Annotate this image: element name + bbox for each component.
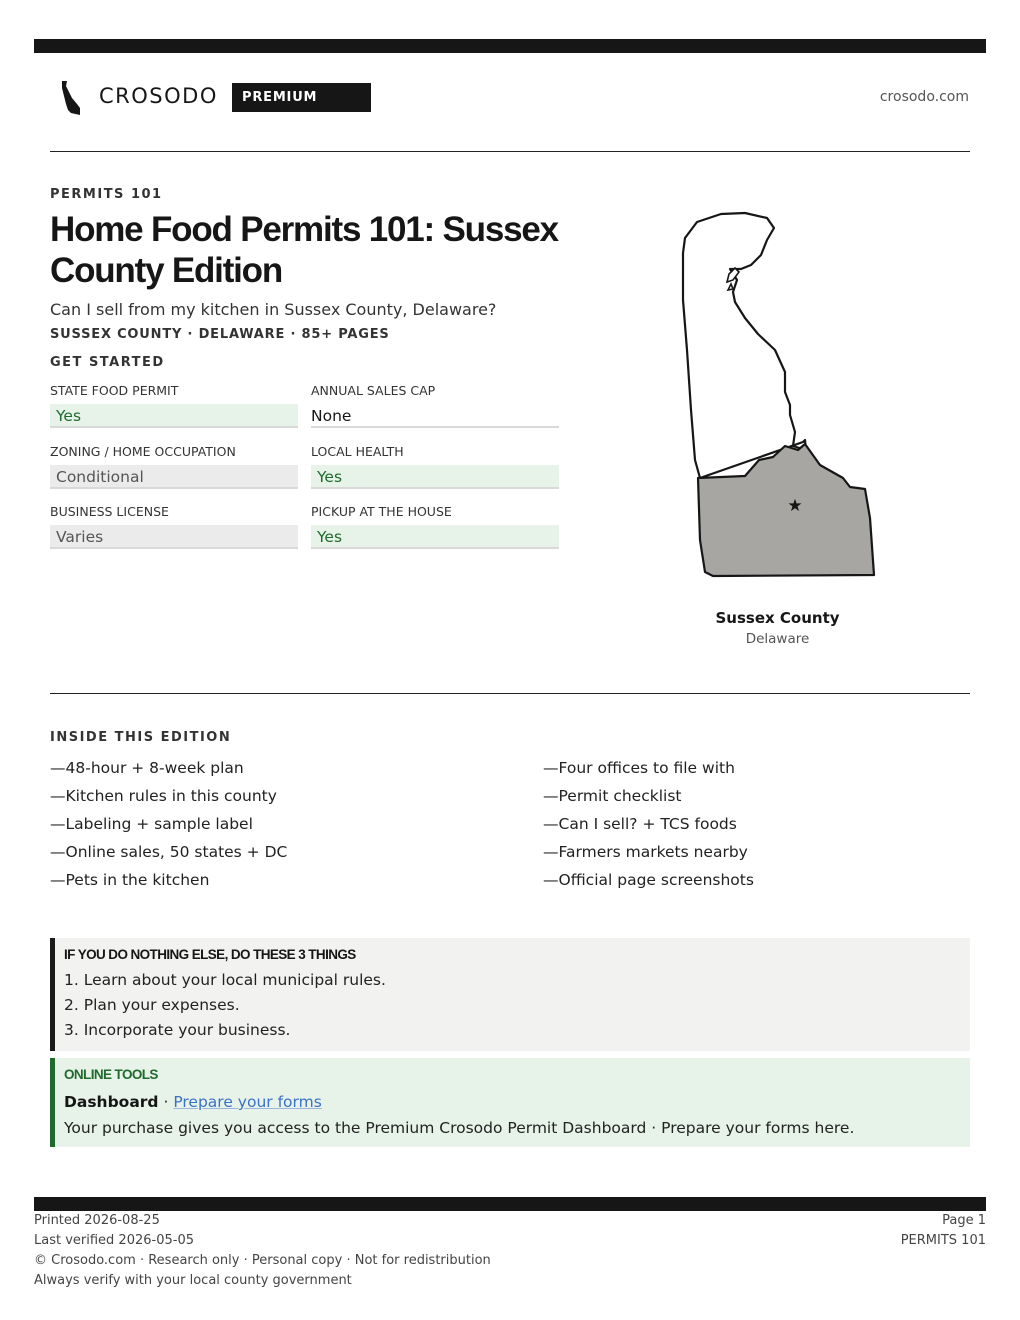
toc-left-column bbox=[50, 758, 470, 898]
three-things-callout bbox=[50, 938, 970, 1051]
callout-step: 2. Plan your expenses. bbox=[64, 996, 240, 1014]
bottom-bar bbox=[34, 1197, 986, 1211]
separator: · bbox=[158, 1093, 174, 1111]
fact-state-food-permit bbox=[50, 382, 298, 428]
list-item: —Can I sell? + TCS foods bbox=[543, 815, 737, 833]
fact-local-health bbox=[311, 443, 559, 489]
list-item: —Kitchen rules in this county bbox=[50, 787, 277, 805]
fact-pickup bbox=[311, 503, 559, 549]
fact-value: Conditional bbox=[50, 465, 298, 489]
fact-label: PICKUP AT THE HOUSE bbox=[311, 504, 452, 519]
tools-title: ONLINE TOOLS bbox=[64, 1067, 158, 1082]
footer-left bbox=[34, 1213, 491, 1293]
fact-label: STATE FOOD PERMIT bbox=[50, 383, 179, 398]
list-item: —Permit checklist bbox=[543, 787, 682, 805]
section-divider bbox=[50, 693, 970, 694]
list-item: —Online sales, 50 states + DC bbox=[50, 843, 288, 861]
fact-value: Yes bbox=[311, 525, 559, 549]
top-bar bbox=[34, 39, 986, 53]
fact-value: Varies bbox=[50, 525, 298, 549]
header-divider bbox=[50, 151, 970, 152]
page-meta: SUSSEX COUNTY · DELAWARE · 85+ PAGES bbox=[50, 327, 390, 342]
toc-right-column bbox=[543, 758, 963, 898]
state-outline bbox=[683, 213, 806, 478]
fact-label: ZONING / HOME OCCUPATION bbox=[50, 444, 236, 459]
callout-title: IF YOU DO NOTHING ELSE, DO THESE 3 THINGS bbox=[64, 947, 356, 962]
fact-label: BUSINESS LICENSE bbox=[50, 504, 169, 519]
dashboard-label: Dashboard bbox=[64, 1093, 159, 1111]
fact-annual-sales-cap bbox=[311, 382, 559, 428]
list-item: —Farmers markets nearby bbox=[543, 843, 748, 861]
callout-step: 1. Learn about your local municipal rules. bbox=[64, 971, 386, 989]
tools-description: Your purchase gives you access to the Premium Crosodo Permit Dashboard · Prepare your forms here. bbox=[64, 1119, 855, 1137]
state-map bbox=[675, 210, 880, 585]
disclaimer: Always verify with your local county government bbox=[34, 1273, 352, 1288]
fact-value: None bbox=[311, 404, 559, 428]
map-state-name: Delaware bbox=[745, 631, 810, 647]
list-item: —Four offices to file with bbox=[543, 759, 735, 777]
section-eyebrow: PERMITS 101 bbox=[50, 187, 163, 202]
map-county-name: Sussex County bbox=[715, 609, 840, 627]
tools-dashboard-line bbox=[64, 1089, 970, 1115]
delaware-state-icon bbox=[58, 80, 82, 116]
inside-edition-heading: INSIDE THIS EDITION bbox=[50, 730, 232, 745]
fact-zoning bbox=[50, 443, 298, 489]
fact-business-license bbox=[50, 503, 298, 549]
star-icon: ★ bbox=[787, 496, 803, 516]
fact-value: Yes bbox=[311, 465, 559, 489]
footer-section: PERMITS 101 bbox=[900, 1233, 986, 1248]
site-url[interactable]: crosodo.com bbox=[879, 89, 969, 105]
page-number: Page 1 bbox=[942, 1213, 986, 1228]
verified-date: Last verified 2026-05-05 bbox=[34, 1233, 194, 1248]
page-subtitle: Can I sell from my kitchen in Sussex County, Delaware? bbox=[50, 300, 497, 319]
list-item: —Official page screenshots bbox=[543, 871, 754, 889]
fact-label: LOCAL HEALTH bbox=[311, 444, 404, 459]
get-started-heading: GET STARTED bbox=[50, 355, 165, 370]
fact-value: Yes bbox=[50, 404, 298, 428]
list-item: —48-hour + 8-week plan bbox=[50, 759, 244, 777]
online-tools-callout bbox=[50, 1058, 970, 1147]
premium-badge: PREMIUM bbox=[232, 83, 371, 112]
list-item: —Labeling + sample label bbox=[50, 815, 253, 833]
list-item: —Pets in the kitchen bbox=[50, 871, 210, 889]
page-header bbox=[50, 78, 970, 118]
copyright: © Crosodo.com · Research only · Personal copy · Not for redistribution bbox=[34, 1253, 491, 1268]
callout-step: 3. Incorporate your business. bbox=[64, 1021, 291, 1039]
fact-label: ANNUAL SALES CAP bbox=[311, 383, 436, 398]
page-title: Home Food Permits 101: Sussex County Edition bbox=[50, 210, 558, 290]
printed-date: Printed 2026-08-25 bbox=[34, 1213, 160, 1228]
footer-right bbox=[901, 1213, 986, 1253]
brand-name: CROSODO bbox=[99, 84, 218, 108]
prepare-forms-link[interactable]: Prepare your forms bbox=[173, 1093, 322, 1111]
